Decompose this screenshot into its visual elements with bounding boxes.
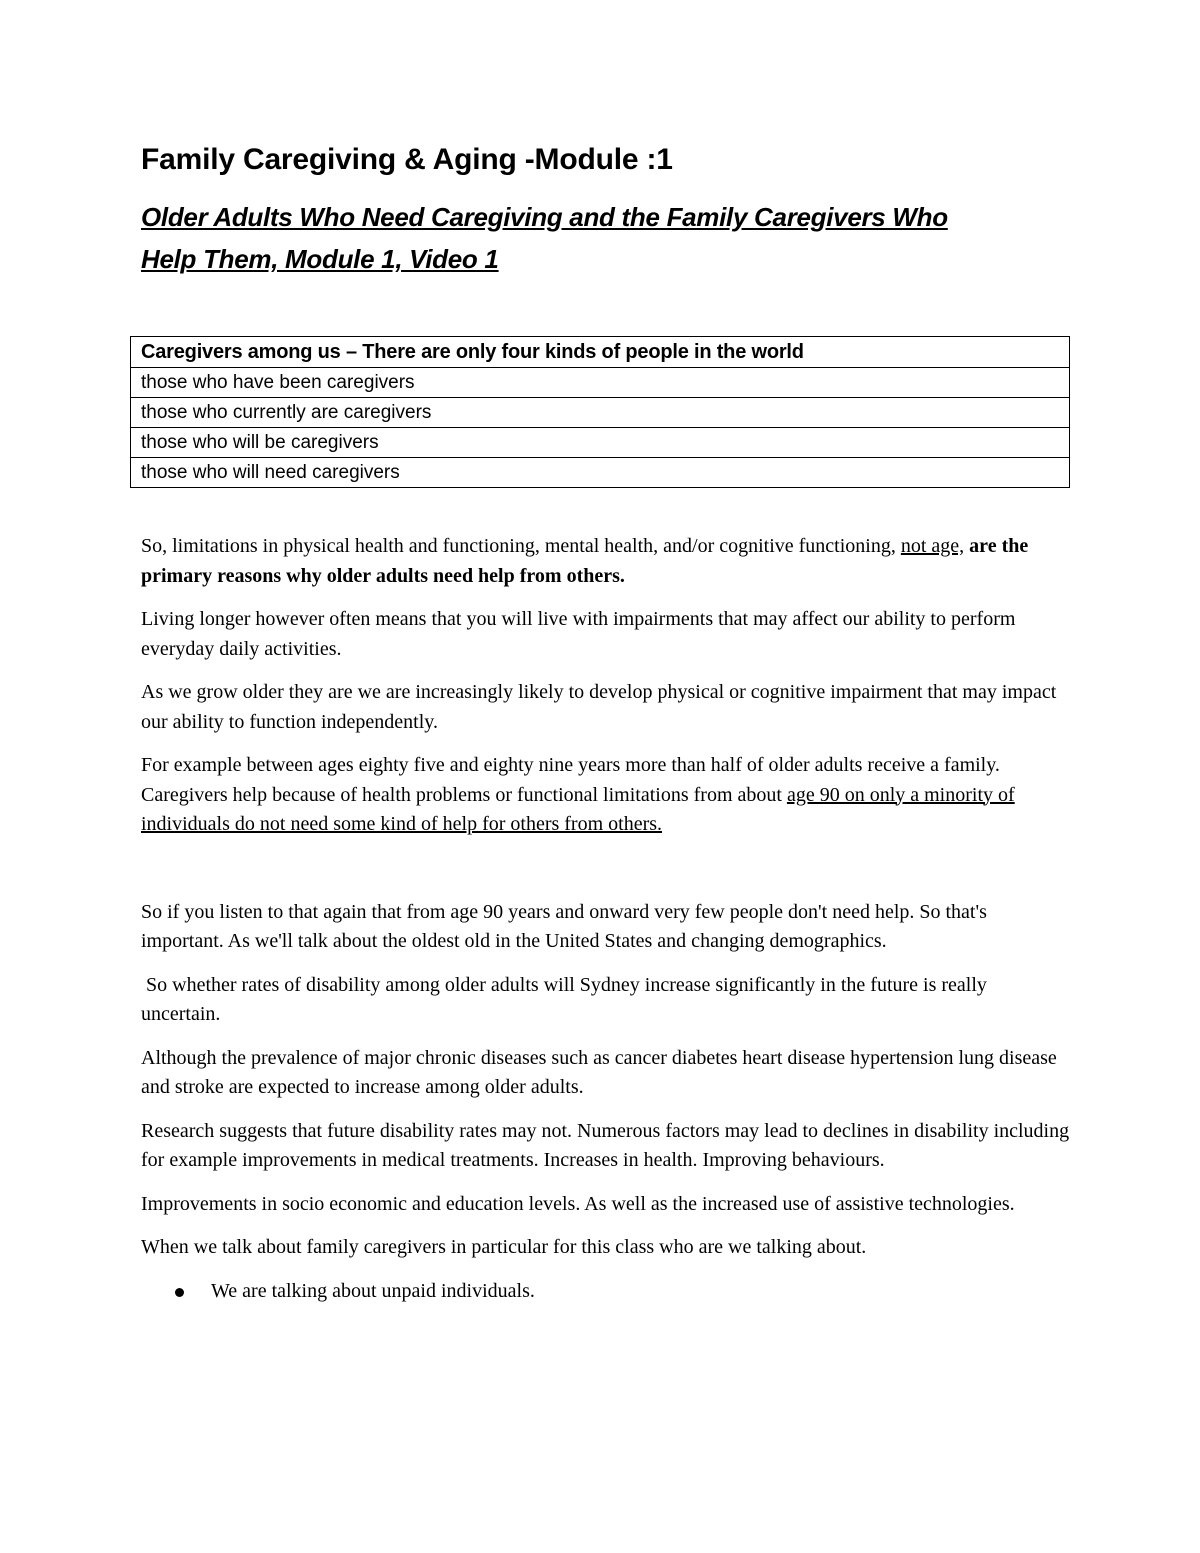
paragraph-listen-again: So if you listen to that again that from age 90 years and onward very few people don't need help. So that's important. As we'll talk about the oldest old in the United States and changing demographics. xyxy=(141,900,987,952)
subtitle-line-1: Older Adults Who Need Caregiving and the Family Caregivers Who xyxy=(141,202,948,232)
paragraph-grow-older: As we grow older they are we are increasingly likely to develop physical or cognitive impairment that may impact our ability to function independently. xyxy=(141,681,1057,733)
paragraph-improvements: Improvements in socio economic and education levels. As well as the increased use of assistive technologies. xyxy=(141,1192,1015,1215)
table-cell: those who will need caregivers xyxy=(131,458,1070,488)
table-row xyxy=(131,458,1070,488)
paragraph-text: For example between ages eighty five and eighty nine years more than half of older adults receive a family. Caregivers help because of health problems or functional limitations from about xyxy=(141,754,1000,806)
bold-text: are the primary reasons why older adults need help from others. xyxy=(141,535,1029,587)
paragraph-disability-rates: So whether rates of disability among older adults will Sydney increase significantly in the future is really uncertain. xyxy=(141,973,992,1025)
subtitle-line-2: Help Them, Module 1, Video 1 xyxy=(141,244,499,274)
paragraph-for-example xyxy=(141,751,1071,840)
paragraph-text: So, limitations in physical health and functioning, mental health, and/or cognitive functioning, xyxy=(141,535,901,557)
blank-line xyxy=(141,854,1071,898)
document-title: Family Caregiving & Aging -Module :1 xyxy=(141,143,673,176)
paragraph-research: Research suggests that future disability rates may not. Numerous factors may lead to declines in disability including for example improvements in medical treatments. Increases in health. Improving behaviours. xyxy=(141,1119,1070,1171)
document-page xyxy=(141,140,1071,1306)
document-body xyxy=(141,532,1071,1306)
underlined-text: not age, xyxy=(900,535,965,557)
bullet-list xyxy=(141,1277,1071,1307)
table-header-cell: Caregivers among us – There are only four kinds of people in the world xyxy=(131,337,1070,368)
table-cell: those who have been caregivers xyxy=(131,368,1070,398)
list-item xyxy=(141,1277,1071,1307)
table-cell: those who will be caregivers xyxy=(131,428,1070,458)
bullet-icon xyxy=(175,1288,184,1297)
paragraph-family-caregivers: When we talk about family caregivers in particular for this class who are we talking about. xyxy=(141,1236,867,1258)
table-cell: those who currently are caregivers xyxy=(131,398,1070,428)
paragraph-chronic-diseases: Although the prevalence of major chronic diseases such as cancer diabetes heart disease hypertension lung disease and stroke are expected to increase among older adults. xyxy=(141,1046,1057,1098)
caregivers-table xyxy=(130,336,1070,488)
paragraph-primary-reasons xyxy=(141,532,1071,591)
table-row xyxy=(131,368,1070,398)
underlined-text: age 90 on only a minority of individuals do not need some kind of help for others from others. xyxy=(141,783,1015,835)
list-item-text: We are talking about unpaid individuals. xyxy=(211,1279,535,1302)
document-subtitle xyxy=(141,196,1071,280)
table-row xyxy=(131,428,1070,458)
table-header-row xyxy=(131,337,1070,368)
table-row xyxy=(131,398,1070,428)
paragraph-living-longer: Living longer however often means that you will live with impairments that may affect our ability to perform everyday daily activities. xyxy=(141,608,1016,660)
